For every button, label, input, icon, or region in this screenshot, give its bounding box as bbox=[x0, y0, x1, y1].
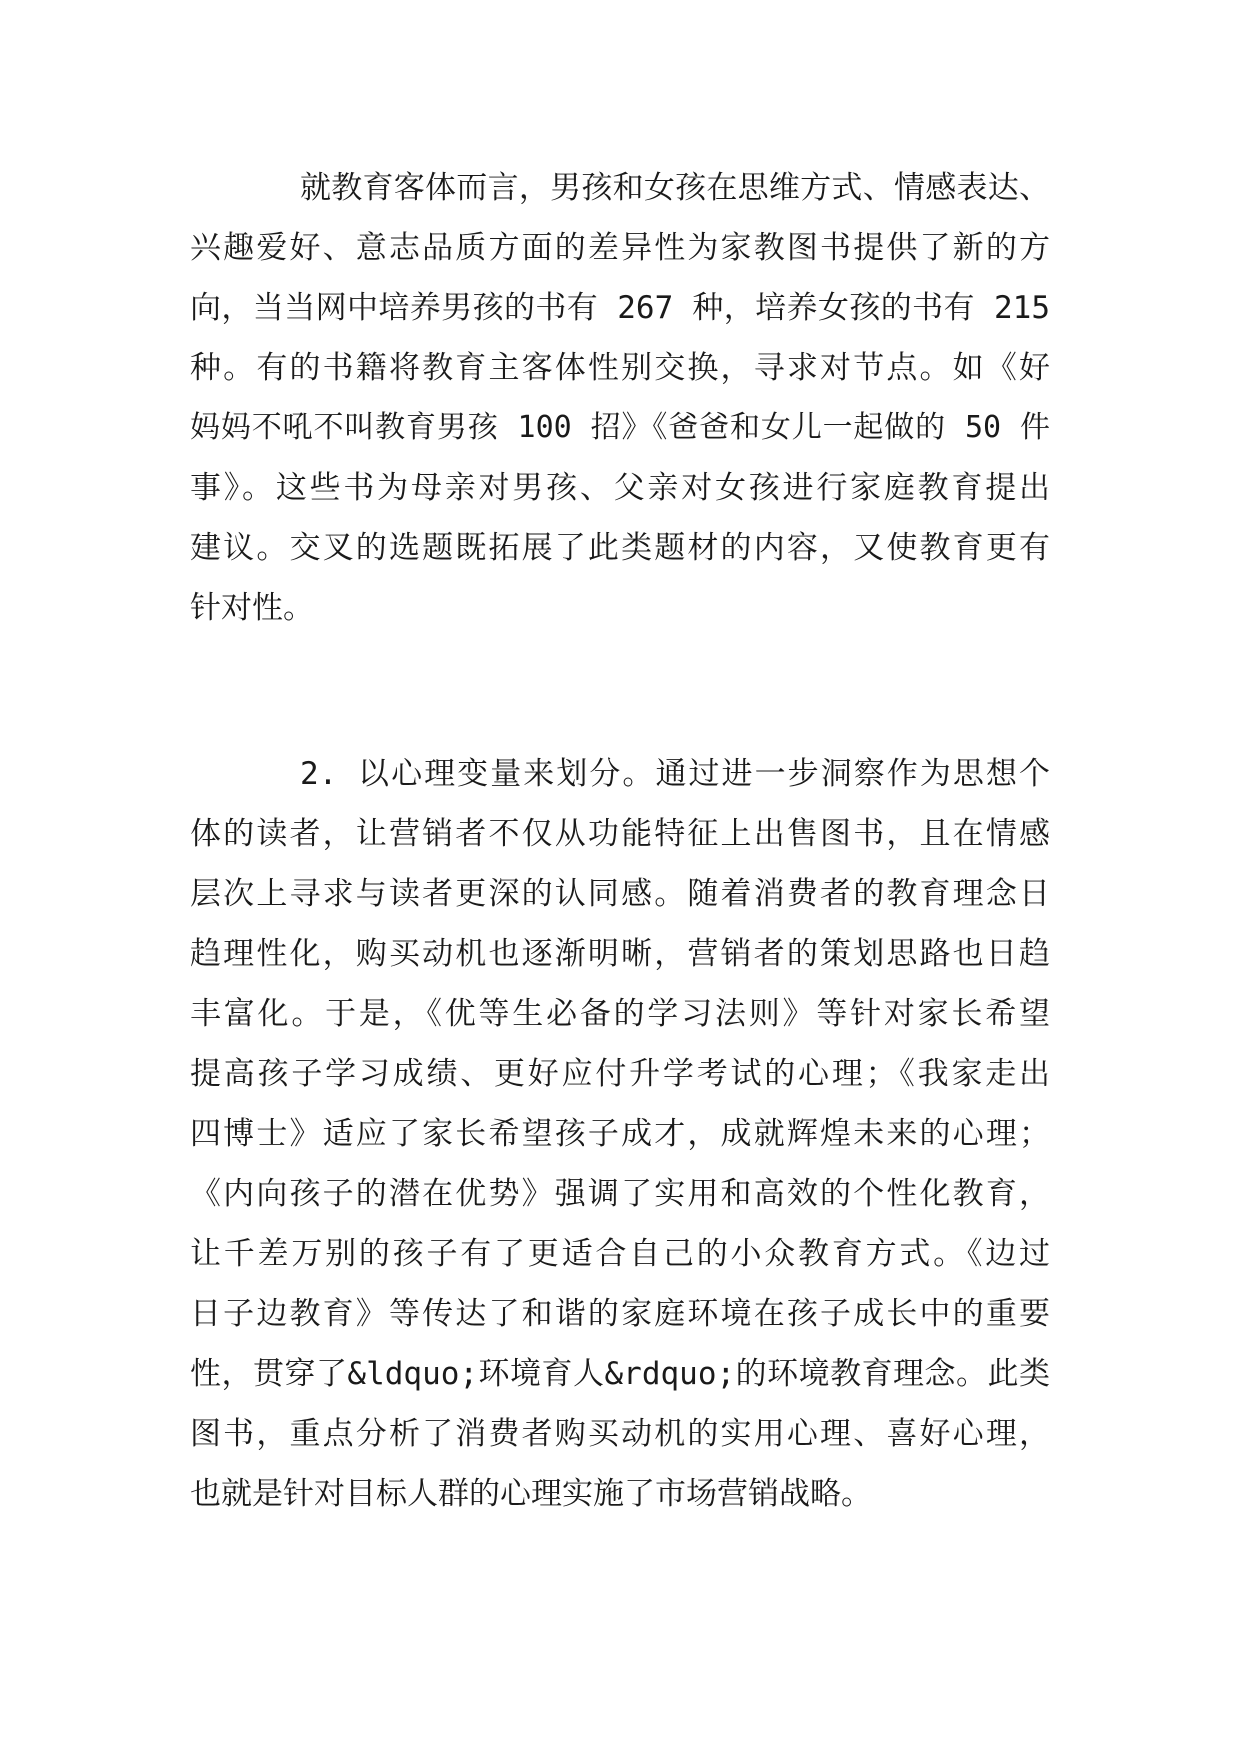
paragraph-line: 提高孩子学习成绩、更好应付升学考试的心理；《我家走出 bbox=[190, 1056, 1050, 1092]
paragraph-line: 种。有的书籍将教育主客体性别交换，寻求对节点。如《好 bbox=[190, 350, 1050, 386]
paragraph-line: 丰富化。于是，《优等生必备的学习法则》等针对家长希望 bbox=[190, 996, 1050, 1032]
paragraph-line: 2. 以心理变量来划分。通过进一步洞察作为思想个 bbox=[300, 756, 1050, 792]
paragraph-line: 层次上寻求与读者更深的认同感。随着消费者的教育理念日 bbox=[190, 876, 1050, 912]
paragraph-line: 事》。这些书为母亲对男孩、父亲对女孩进行家庭教育提出 bbox=[190, 470, 1050, 506]
paragraph-line: 向，当当网中培养男孩的书有 267 种，培养女孩的书有 215 bbox=[190, 290, 1050, 326]
paragraph-line: 也就是针对目标人群的心理实施了市场营销战略。 bbox=[190, 1476, 872, 1512]
paragraph-line: 妈妈不吼不叫教育男孩 100 招》《爸爸和女儿一起做的 50 件 bbox=[190, 410, 1050, 445]
paragraph-line: 图书，重点分析了消费者购买动机的实用心理、喜好心理， bbox=[190, 1416, 1050, 1452]
paragraph-line: 体的读者，让营销者不仅从功能特征上出售图书，且在情感 bbox=[190, 816, 1050, 852]
paragraph-line: 让千差万别的孩子有了更适合自己的小众教育方式。《边过 bbox=[190, 1236, 1050, 1272]
paragraph-line: 《内向孩子的潜在优势》强调了实用和高效的个性化教育， bbox=[190, 1176, 1050, 1212]
paragraph-line: 就教育客体而言，男孩和女孩在思维方式、情感表达、 bbox=[300, 170, 1050, 206]
paragraph-line: 建议。交叉的选题既拓展了此类题材的内容，又使教育更有 bbox=[190, 530, 1050, 566]
paragraph-line: 趋理性化，购买动机也逐渐明晰，营销者的策划思路也日趋 bbox=[190, 936, 1050, 972]
paragraph-line: 针对性。 bbox=[190, 590, 314, 626]
paragraph-line: 四博士》适应了家长希望孩子成才，成就辉煌未来的心理； bbox=[190, 1116, 1050, 1152]
paragraph-line: 性，贯穿了&ldquo;环境育人&rdquo;的环境教育理念。此类 bbox=[190, 1356, 1050, 1392]
paragraph-line: 兴趣爱好、意志品质方面的差异性为家教图书提供了新的方 bbox=[190, 230, 1050, 266]
paragraph-line: 日子边教育》等传达了和谐的家庭环境在孩子成长中的重要 bbox=[190, 1296, 1050, 1332]
